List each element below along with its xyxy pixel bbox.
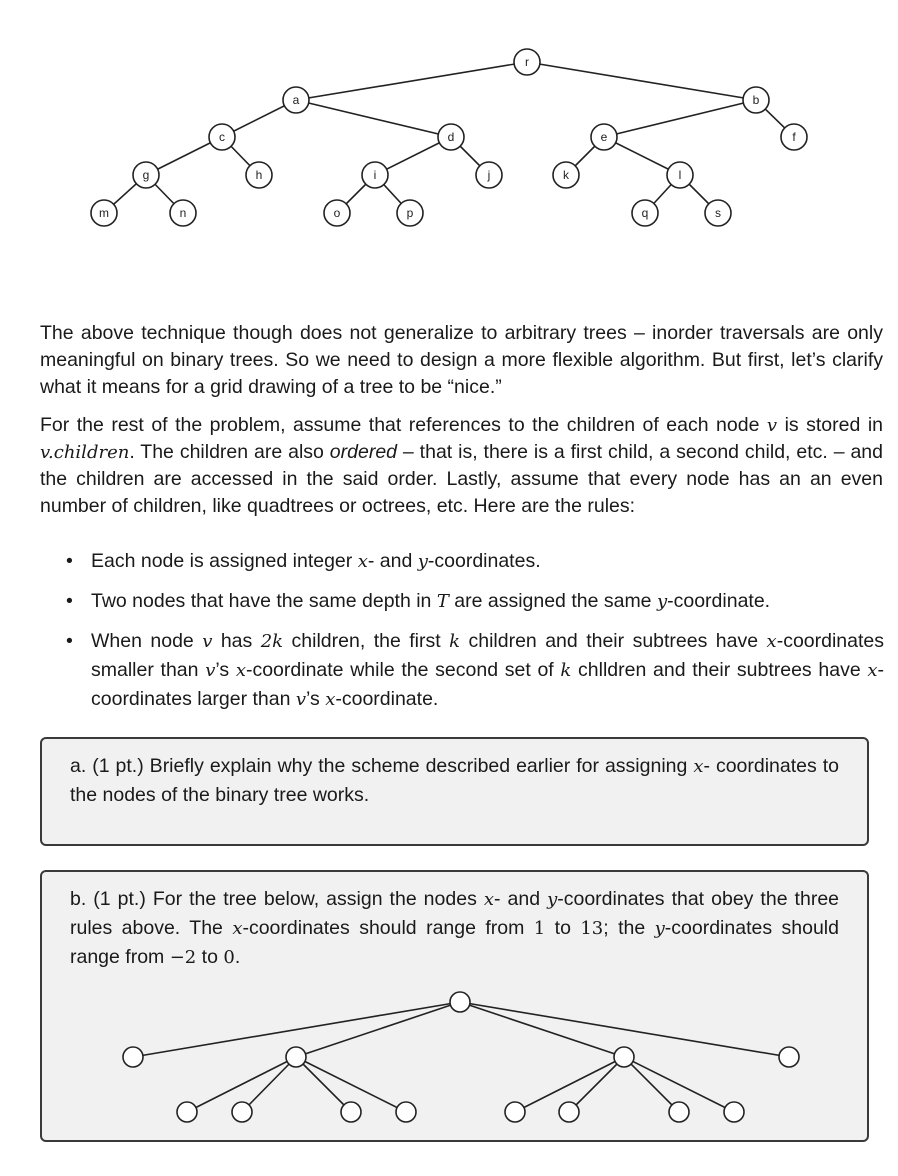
quad-root-node [450,992,470,1012]
label-d: d [447,130,455,144]
quad-leaf-node [341,1102,361,1122]
binary-tree-figure [0,0,898,250]
label-o: o [333,206,341,220]
quad-leaf-node [505,1102,525,1122]
label-n: n [179,206,187,220]
label-j: j [487,168,491,182]
label-c: c [219,130,225,144]
label-r: r [525,55,529,69]
label-s: s [715,206,721,220]
math-v: v [766,415,778,436]
intro-paragraph: The above technique though does not generalize to arbitrary trees – inorder traversals are only meaningful on binary trees. So we need to design a more flexible algorithm. But first, let’s clarify what it means for a grid drawing of a tree to be “nice.” [40,322,883,398]
assumptions-paragraph: For the rest of the problem, assume that references to the children of each node v is stored in v.children. The children are also ordered – that is, there is a first child, a second child, etc. – and the children are accessed in the said order. Lastly, assume that every node has an an even number of children, like quadtrees or octrees, etc. Here are the rules: [40,414,883,517]
quad-leaf-node [724,1102,744,1122]
rule-2: • Two nodes that have the same depth in T are assigned the same y-coordinate. [66,590,771,612]
label-b: b [752,93,760,107]
label-i: i [373,168,377,182]
rule-1: • Each node is assigned integer x- and y-coordinates. [66,550,541,572]
quad-child-node [123,1047,143,1067]
label-e: e [600,130,608,144]
label-q: q [641,206,649,220]
label-p: p [406,206,414,220]
label-f: f [792,130,796,144]
question-b-box [40,870,869,1142]
quad-child-node [779,1047,799,1067]
label-k: k [563,168,569,182]
rules-list [66,547,884,725]
quad-leaf-node [669,1102,689,1122]
rule-3: • When node v has 2k children, the first k children and their subtrees have x-coordinates smaller than v’s x-coordinate while the second set of k chlldren and their subtrees have x-coordinates larger than v’s x-coordinate. [66,630,885,710]
quad-child-node [286,1047,306,1067]
quad-child-node [614,1047,634,1067]
math-v-children: v.children [40,442,130,463]
quad-leaf-node [232,1102,252,1122]
quad-leaf-node [396,1102,416,1122]
label-h: h [255,168,263,182]
question-a-box [40,737,869,846]
label-a: a [292,93,300,107]
quad-leaf-node [177,1102,197,1122]
quad-leaf-node [559,1102,579,1122]
label-l: l [678,168,682,182]
label-g: g [142,168,150,182]
question-a-text: a. (1 pt.) Briefly explain why the scheme described earlier for assigning x- coordinates to the nodes of the binary tree works. [70,755,839,806]
quad-tree-figure [42,872,871,1144]
question-b-text: b. (1 pt.) For the tree below, assign the nodes x- and y-coordinates that obey the three rules above. The x-coordinates should range from 1 to 13; the y-coordinates should range from −2 to 0. [70,888,840,968]
label-m: m [99,206,109,220]
